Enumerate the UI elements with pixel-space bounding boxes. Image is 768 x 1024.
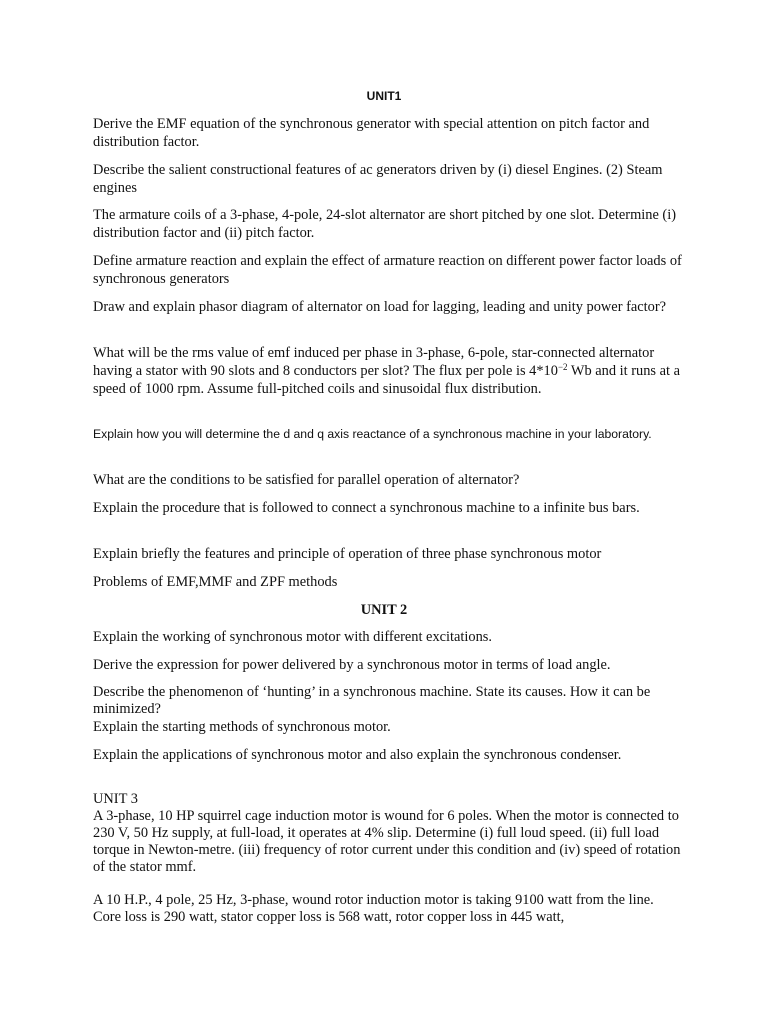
unit3-question-1: A 3-phase, 10 HP squirrel cage induction motor is wound for 6 poles. When the motor is connected to 230 V, 50 Hz supply, at full-load, it operates at 4% slip. Determine (i) full loud speed. (ii) full load torque in Newton-metre. (iii) frequency of rotor current under this condition and (iv) speed of rotation of the stator mmf.: [93, 808, 681, 875]
unit1-question-2: Describe the salient constructional features of ac generators driven by (i) diesel Engines. (2) Steam engines: [93, 162, 663, 196]
unit1-question-6-exponent: −2: [557, 362, 568, 372]
unit1-question-6-text-a: What will be the rms value of emf induced per phase in 3-phase, 6-pole, star-connected alternator having a stator with 90 slots and 8 conductors per slot? The flux per pole is 4*10: [93, 345, 655, 379]
unit1-heading: UNIT1: [366, 89, 402, 103]
unit1-question-1: Derive the EMF equation of the synchronous generator with special attention on pitch factor and distribution factor.: [93, 116, 650, 150]
unit1-question-7: Explain how you will determine the d and q axis reactance of a synchronous machine in your laboratory.: [93, 427, 652, 441]
unit1-question-11: Problems of EMF,MMF and ZPF methods: [93, 574, 338, 590]
unit3-heading: UNIT 3: [93, 791, 138, 807]
unit2-question-1: Explain the working of synchronous motor with different excitations.: [93, 629, 492, 645]
unit1-question-4: Define armature reaction and explain the effect of armature reaction on different power factor loads of synchronous generators: [93, 253, 682, 287]
unit1-question-10: Explain briefly the features and principle of operation of three phase synchronous motor: [93, 546, 602, 562]
unit2-question-4: Explain the starting methods of synchronous motor.: [93, 719, 391, 735]
unit1-question-6: [93, 344, 683, 398]
unit1-question-5: Draw and explain phasor diagram of alternator on load for lagging, leading and unity power factor?: [93, 299, 667, 315]
unit1-question-8: What are the conditions to be satisfied for parallel operation of alternator?: [93, 472, 520, 488]
unit2-question-3: Describe the phenomenon of ‘hunting’ in a synchronous machine. State its causes. How it can be minimized?: [93, 684, 651, 717]
unit1-question-9: Explain the procedure that is followed to connect a synchronous machine to a infinite bus bars.: [93, 500, 640, 516]
unit3-question-2: A 10 H.P., 4 pole, 25 Hz, 3-phase, wound rotor induction motor is taking 9100 watt from the line. Core loss is 290 watt, stator copper loss is 568 watt, rotor copper loss in 445 watt,: [93, 892, 654, 925]
unit2-heading: UNIT 2: [360, 602, 408, 618]
unit1-question-6-text-b: Wb and it runs at a speed of 1000 rpm. Assume full-pitched coils and sinusoidal flux distribution.: [93, 363, 680, 397]
unit2-question-5: Explain the applications of synchronous motor and also explain the synchronous condenser.: [93, 747, 622, 763]
unit1-question-3: The armature coils of a 3-phase, 4-pole, 24-slot alternator are short pitched by one slot. Determine (i) distribution factor and (ii) pitch factor.: [93, 207, 677, 241]
unit2-question-2: Derive the expression for power delivered by a synchronous motor in terms of load angle.: [93, 657, 611, 673]
